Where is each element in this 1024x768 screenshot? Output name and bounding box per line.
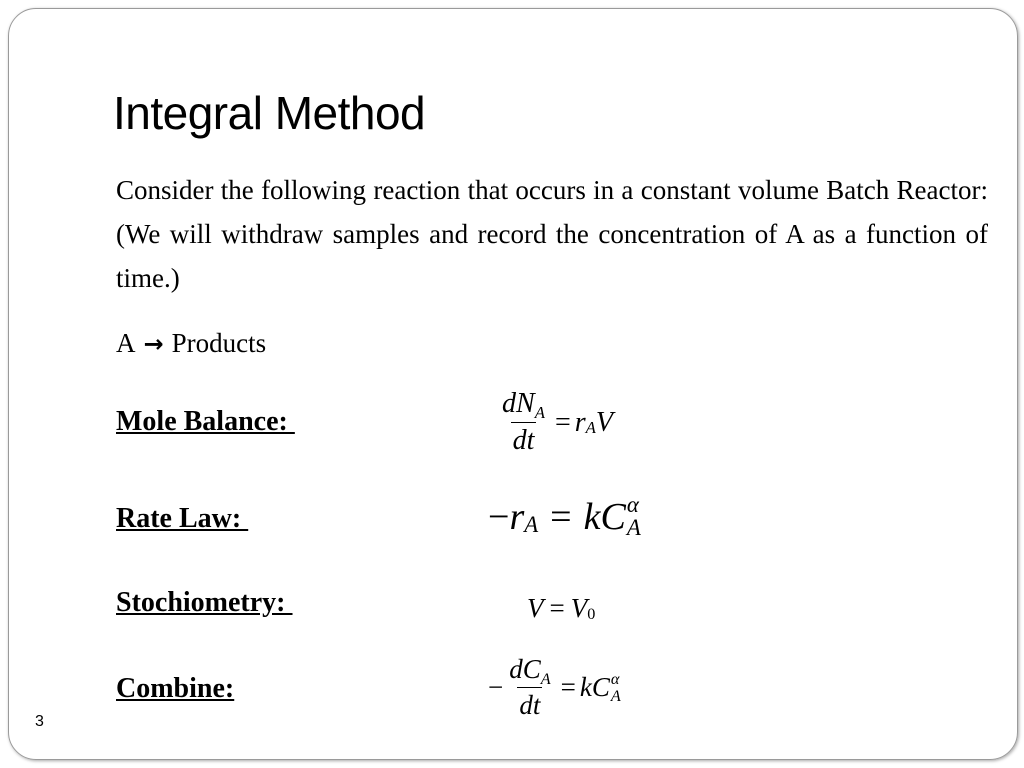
reaction-equation — [116, 328, 266, 359]
rate-law-equation: − r A = k C α A — [488, 492, 641, 540]
combine-label: Combine: — [116, 673, 235, 704]
combine-equation: − $\frac{dC_A}{dt}$ = k C α A — [488, 654, 621, 720]
rate-law-label: Rate Law: — [116, 503, 249, 534]
intro-paragraph: Consider the following reaction that occurs in a constant volume Batch Reactor: (We will withdraw samples and record the concentration of A as a function of time.) — [116, 175, 988, 293]
page-number: 3 — [35, 713, 44, 730]
reactant: A — [116, 328, 136, 358]
mole-balance-equation: $\frac{dN_A}{dt}$ = r A V — [502, 388, 614, 456]
product: Products — [171, 328, 267, 358]
mole-balance-label: Mole Balance: — [116, 406, 295, 437]
slide-title: Integral Method — [113, 87, 426, 139]
arrow-right-icon: → — [143, 330, 164, 358]
combine-fraction: $\frac{dC_A}{dt}$ — [509, 654, 551, 720]
mole-balance-fraction: $\frac{dN_A}{dt}$ — [502, 388, 545, 456]
stoichiometry-label: Stochiometry: — [116, 587, 293, 618]
stoichiometry-equation: V = V 0 — [527, 593, 596, 623]
